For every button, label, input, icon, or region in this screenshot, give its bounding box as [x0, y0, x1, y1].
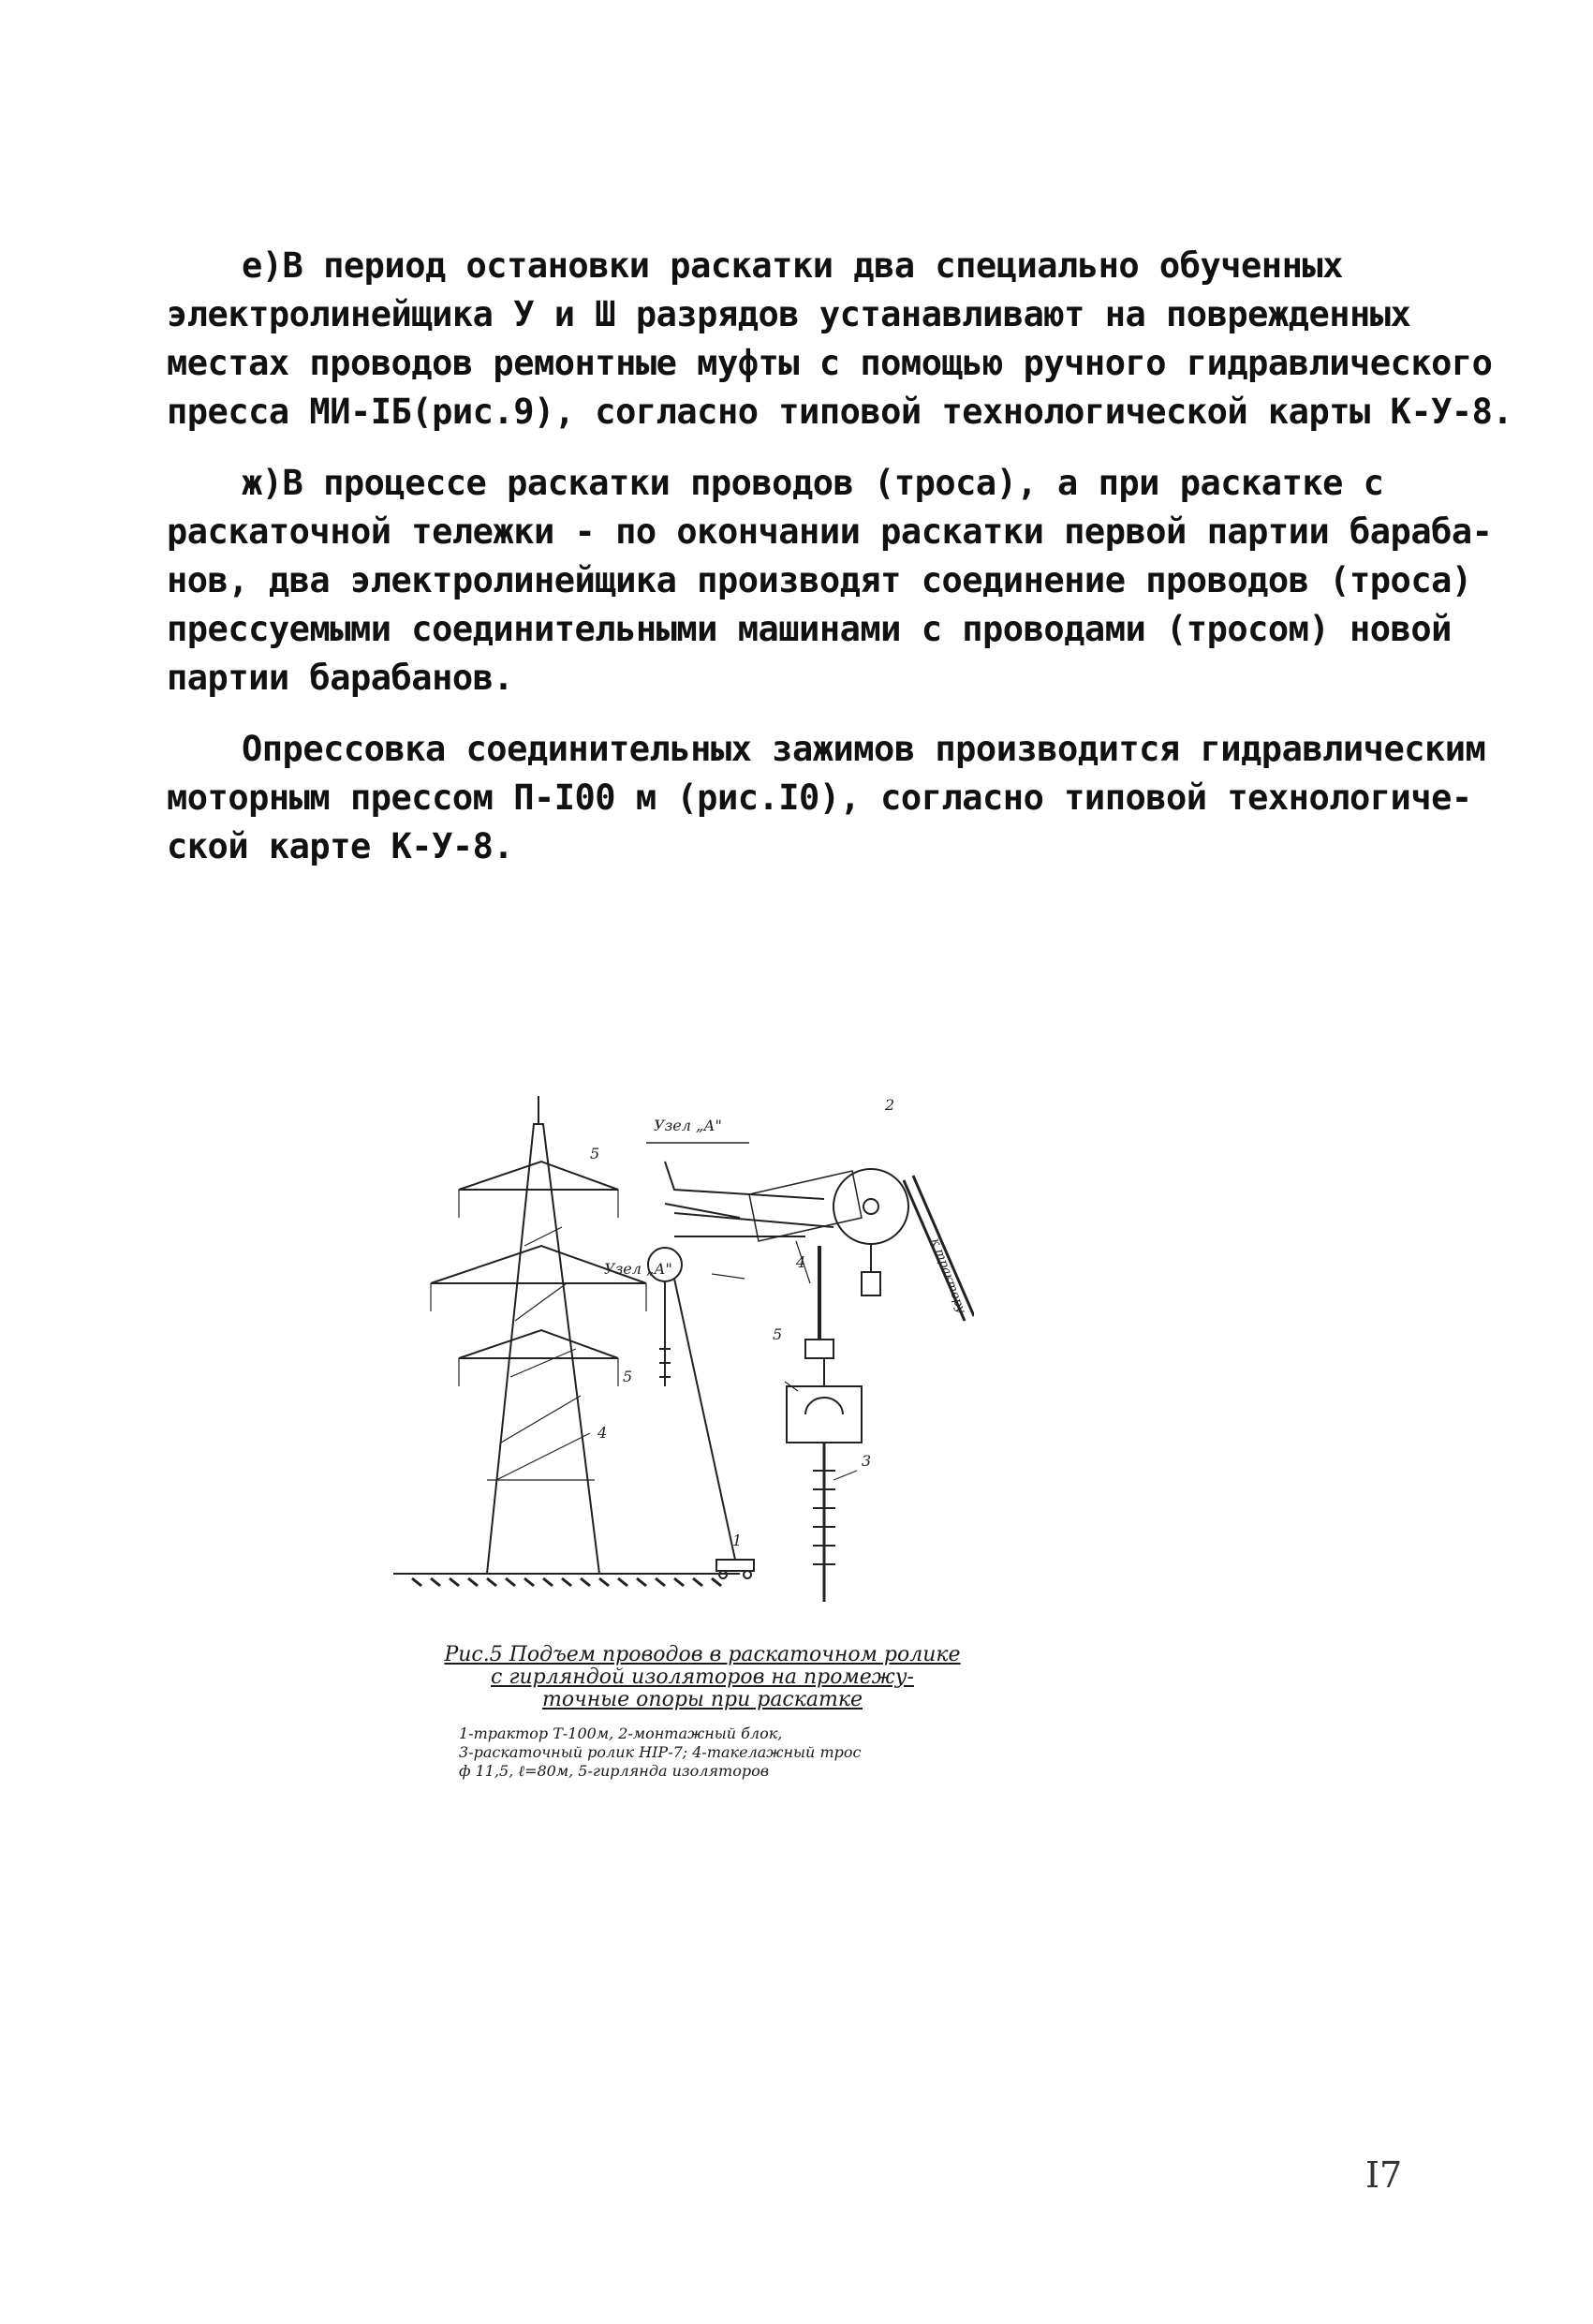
- text-line: ж)В процессе раскатки проводов (троса), а при раскатке с: [242, 463, 1384, 503]
- text-line: электролинейщика У и Ш разрядов устанавливают на поврежденных: [167, 294, 1411, 334]
- leader-3: [833, 1471, 857, 1480]
- label-1: 1: [732, 1532, 743, 1549]
- crossarm-box: [749, 1171, 862, 1241]
- paragraph-zh: [167, 459, 1493, 703]
- tractor: [716, 1560, 754, 1578]
- node-a-title: Узел „А": [654, 1117, 722, 1134]
- roller-pulley: [805, 1398, 843, 1414]
- caption-legend: [440, 1724, 965, 1781]
- block-2: [833, 1169, 908, 1244]
- ground-hatching: [412, 1578, 721, 1586]
- label-5b: 5: [623, 1368, 633, 1385]
- text-line: прессуемыми соединительными машинами с проводами (тросом) новой: [167, 609, 1452, 649]
- page-number: I7: [1365, 2154, 1403, 2196]
- text-line: нов, два электролинейщика производят соединение проводов (троса): [167, 560, 1472, 600]
- block-axle: [863, 1199, 878, 1214]
- legend-line: 1-трактор Т-100м, 2-монтажный блок,: [459, 1724, 783, 1742]
- label-5c: 5: [773, 1325, 783, 1343]
- rigging-rope: [674, 1279, 735, 1560]
- label-2: 2: [885, 1096, 895, 1114]
- text-line: Опрессовка соединительных зажимов производится гидравлическим: [242, 729, 1486, 769]
- caption-title-line: Рис.5 Подъем проводов в раскаточном ролике: [444, 1643, 961, 1666]
- legend-line: ф 11,5, ℓ=80м, 5-гирлянда изоляторов: [459, 1762, 770, 1780]
- tower-legs: [487, 1124, 599, 1574]
- paragraph-e: [167, 242, 1513, 437]
- label-4b: 4: [796, 1253, 806, 1271]
- roller-frame-5: [787, 1386, 862, 1443]
- text-line: ской карте К-У-8.: [167, 826, 514, 866]
- text-line: партии барабанов.: [167, 658, 514, 698]
- text-line: пресса МИ-IБ(рис.9), согласно типовой технологической карты К-У-8.: [167, 392, 1513, 432]
- text-line: моторным прессом П-I00 м (рис.I0), согласно типовой технологиче-: [167, 777, 1472, 818]
- shackle: [862, 1244, 880, 1295]
- label-5: 5: [590, 1145, 600, 1162]
- text-line: местах проводов ремонтные муфты с помощью ручного гидравлического: [167, 343, 1493, 383]
- figure-caption: [440, 1644, 965, 1781]
- legend-line: 3-раскаточный ролик НIР-7; 4-такелажный трос: [459, 1743, 862, 1761]
- text-line: е)В период остановки раскатки два специально обученных: [242, 245, 1343, 286]
- caption-title-line: с гирляндой изоляторов на промежу-: [491, 1665, 914, 1689]
- node-a-ref: Узел „А": [604, 1260, 672, 1278]
- caption-title-line: точные опоры при раскатке: [541, 1688, 863, 1711]
- tower-bracing: [487, 1227, 595, 1480]
- body-text: [167, 242, 1513, 894]
- figure-5-drawing: [393, 1040, 974, 1611]
- node-leader: [712, 1274, 745, 1279]
- label-4: 4: [597, 1424, 608, 1442]
- paragraph-pressing: [167, 725, 1486, 871]
- to-tractor-label: к трактору: [927, 1236, 968, 1316]
- clamp: [805, 1340, 833, 1358]
- label-3: 3: [862, 1452, 872, 1470]
- text-line: раскаточной тележки - по окончании раскатки первой партии бараба-: [167, 511, 1493, 552]
